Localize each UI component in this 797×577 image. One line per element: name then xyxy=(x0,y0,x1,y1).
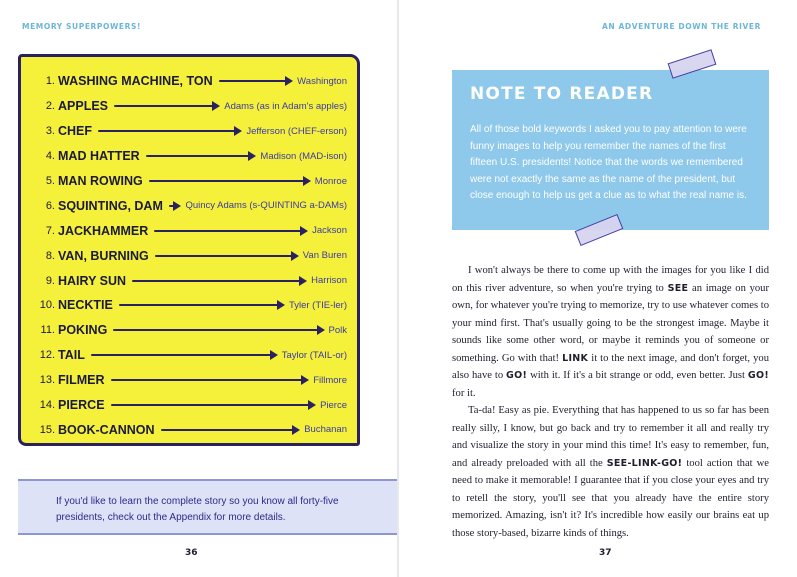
para1-text-d: with it. If it's a bit strange or odd, even better. Just xyxy=(527,370,748,381)
note-to-reader-title: NOTE TO READER xyxy=(470,84,654,104)
arrow-head xyxy=(248,151,256,161)
list-item xyxy=(33,243,347,268)
paragraph-2 xyxy=(452,402,769,542)
body-text xyxy=(452,262,769,542)
keyword-list xyxy=(33,69,347,442)
list-item-president: Madison (MAD-ison) xyxy=(260,150,347,162)
list-item-number: 14. xyxy=(39,399,55,412)
running-head-right: AN ADVENTURE DOWN THE RIVER xyxy=(601,22,761,31)
arrow-shaft xyxy=(114,105,216,107)
arrow-right-icon xyxy=(113,325,324,335)
list-item xyxy=(33,94,347,119)
arrow-head xyxy=(303,176,311,186)
para1-text-c: it to the next image, and don't forget, you also have to xyxy=(452,352,770,381)
list-item-number: 6. xyxy=(45,199,55,212)
arrow-right-icon xyxy=(219,76,294,86)
arrow-right-icon xyxy=(146,151,257,161)
list-item xyxy=(33,218,347,243)
list-item-number: 7. xyxy=(45,224,55,237)
right-page xyxy=(399,0,797,577)
running-head-left: MEMORY SUPERPOWERS! xyxy=(22,22,141,31)
list-item-keyword: HAIRY SUN xyxy=(58,273,127,288)
arrow-shaft xyxy=(161,429,297,431)
list-item-president: Jefferson (CHEF-erson) xyxy=(246,125,347,137)
arrow-head xyxy=(299,276,307,286)
page-number-left: 36 xyxy=(185,548,198,558)
list-item-president: Harrison xyxy=(311,275,347,287)
list-item-keyword: TAIL xyxy=(58,348,85,363)
list-item-number: 13. xyxy=(39,374,55,387)
list-item xyxy=(33,293,347,318)
arrow-shaft xyxy=(132,280,303,282)
arrow-right-icon xyxy=(98,126,242,136)
list-item-keyword: APPLES xyxy=(58,99,109,114)
list-item-president: Pierce xyxy=(320,399,347,411)
list-item xyxy=(33,268,347,293)
list-item-number: 1. xyxy=(45,75,55,88)
arrow-shaft xyxy=(155,255,295,257)
arrow-head xyxy=(291,251,299,261)
page-number-right: 37 xyxy=(599,548,612,558)
list-item-keyword: POKING xyxy=(58,323,108,338)
arrow-shaft xyxy=(111,404,313,406)
list-item-keyword: MAN ROWING xyxy=(58,174,143,188)
list-item-president: Van Buren xyxy=(302,250,347,262)
list-item-president: Polk xyxy=(328,324,347,336)
para2-text-b: tool action that we need to make it memorable! I guarantee that if you close your eyes and try to retell the story, you'll see that you already have the entire story memorized. Amazing, isn't it? It's incredible how easily our brains eat up those story-based, bizarre kinds of things. xyxy=(452,457,769,539)
paragraph-1 xyxy=(452,262,769,402)
arrow-right-icon xyxy=(111,375,310,385)
note-to-reader-box xyxy=(452,70,769,230)
list-item-keyword: MAD HATTER xyxy=(58,149,140,164)
arrow-head xyxy=(317,325,325,335)
list-item-president: Washington xyxy=(297,75,347,87)
arrow-shaft xyxy=(113,329,320,331)
list-item xyxy=(33,368,347,393)
arrow-head xyxy=(173,201,181,211)
list-item-number: 4. xyxy=(45,150,55,163)
arrow-shaft xyxy=(111,379,306,381)
list-item-keyword: PIERCE xyxy=(58,398,105,413)
list-item-number: 9. xyxy=(45,274,55,287)
arrow-shaft xyxy=(98,130,238,132)
list-item-keyword: JACKHAMMER xyxy=(58,223,149,238)
list-item-number: 12. xyxy=(39,349,55,362)
list-item-president: Adams (as in Adam's apples) xyxy=(224,100,347,112)
arrow-right-icon xyxy=(154,226,308,236)
list-item-keyword: SQUINTING, DAM xyxy=(58,198,163,213)
list-item xyxy=(33,343,347,368)
list-item-keyword: CHEF xyxy=(58,124,93,139)
list-item-number: 2. xyxy=(45,100,55,113)
list-item-president: Monroe xyxy=(314,175,347,187)
president-keyword-list-card xyxy=(18,54,360,446)
arrow-right-icon xyxy=(155,251,299,261)
list-item-number: 11. xyxy=(40,324,55,337)
list-item-number: 15. xyxy=(39,423,55,436)
arrow-shaft xyxy=(146,155,253,157)
arrow-head xyxy=(301,375,309,385)
list-item xyxy=(33,193,347,218)
arrow-right-icon xyxy=(132,276,307,286)
list-item-president: Taylor (TAIL-or) xyxy=(281,349,347,361)
arrow-right-icon xyxy=(91,350,278,360)
see-keyword: SEE xyxy=(667,282,689,294)
arrow-head xyxy=(300,226,308,236)
appendix-footnote-text: If you'd like to learn the complete story so you know all forty-five presidents, check out the Appendix for more details. xyxy=(56,496,339,523)
arrow-head xyxy=(270,350,278,360)
arrow-head xyxy=(285,76,293,86)
arrow-head xyxy=(212,101,220,111)
arrow-right-icon xyxy=(169,201,182,211)
arrow-head xyxy=(277,300,285,310)
arrow-head xyxy=(234,126,242,136)
arrow-shaft xyxy=(119,304,281,306)
list-item-president: Buchanan xyxy=(304,424,347,436)
see-link-go-keyword: SEE-LINK-GO! xyxy=(606,457,683,469)
para1-text-a: I won't always be there to come up with the images for you like I did on this river adventure, so when you're trying to xyxy=(452,265,769,294)
list-item xyxy=(33,69,347,94)
list-item-keyword: NECKTIE xyxy=(58,298,113,313)
list-item-keyword: BOOK-CANNON xyxy=(58,422,155,437)
left-page xyxy=(0,0,398,577)
arrow-shaft xyxy=(219,80,290,82)
list-item-number: 5. xyxy=(45,175,55,187)
list-item-president: Fillmore xyxy=(313,374,347,386)
arrow-head xyxy=(292,425,300,435)
arrow-shaft xyxy=(154,230,304,232)
arrow-right-icon xyxy=(114,101,220,111)
list-item-number: 8. xyxy=(45,249,55,262)
go-keyword-1: GO! xyxy=(506,370,528,381)
arrow-head xyxy=(308,400,316,410)
para1-text-b: an image on your own, for whatever you're trying to memorize, try to use whatever comes to your mind first. That's usually going to be the strongest image. Maybe it sounds like some other word, or maybe it reminds you of someone or something. Go with that! xyxy=(452,282,769,364)
para1-text-e: for it. xyxy=(452,387,476,399)
list-item xyxy=(33,169,347,194)
list-item xyxy=(33,144,347,169)
list-item xyxy=(33,318,347,343)
list-item xyxy=(33,417,347,442)
list-item xyxy=(33,119,347,144)
arrow-right-icon xyxy=(149,176,311,186)
para2-text-a: Ta-da! Easy as pie. Everything that has happened to us so far has been really silly, I know, but go back and try to remember it all and really try and visualize the story in your mind this time! It's easy to remember, fun, and already preloaded with all the xyxy=(452,405,769,469)
arrow-right-icon xyxy=(111,400,317,410)
arrow-shaft xyxy=(149,180,307,182)
list-item-number: 3. xyxy=(45,125,55,138)
list-item-president: Tyler (TIE-ler) xyxy=(288,299,347,311)
list-item-president: Jackson xyxy=(312,225,347,237)
list-item-keyword: WASHING MACHINE, TON xyxy=(58,74,213,89)
arrow-shaft xyxy=(91,354,274,356)
list-item-keyword: VAN, BURNING xyxy=(58,248,149,263)
arrow-right-icon xyxy=(161,425,301,435)
note-to-reader-text: All of those bold keywords I asked you to pay attention to were funny images to help you remember the names of the first fifteen U.S. presidents! Notice that the words we remembered were not exactly the same as the name of the president, but close enough to help us get a clue as to what the real name is. xyxy=(470,124,747,201)
list-item-number: 10. xyxy=(39,299,55,312)
link-keyword: LINK xyxy=(562,352,589,364)
list-item xyxy=(33,393,347,418)
list-item-president: Quincy Adams (s-QUINTING a-DAMs) xyxy=(185,200,347,212)
arrow-right-icon xyxy=(119,300,285,310)
go-keyword-2: GO! xyxy=(747,370,769,381)
list-item-keyword: FILMER xyxy=(58,373,105,388)
appendix-footnote-box xyxy=(18,479,398,535)
